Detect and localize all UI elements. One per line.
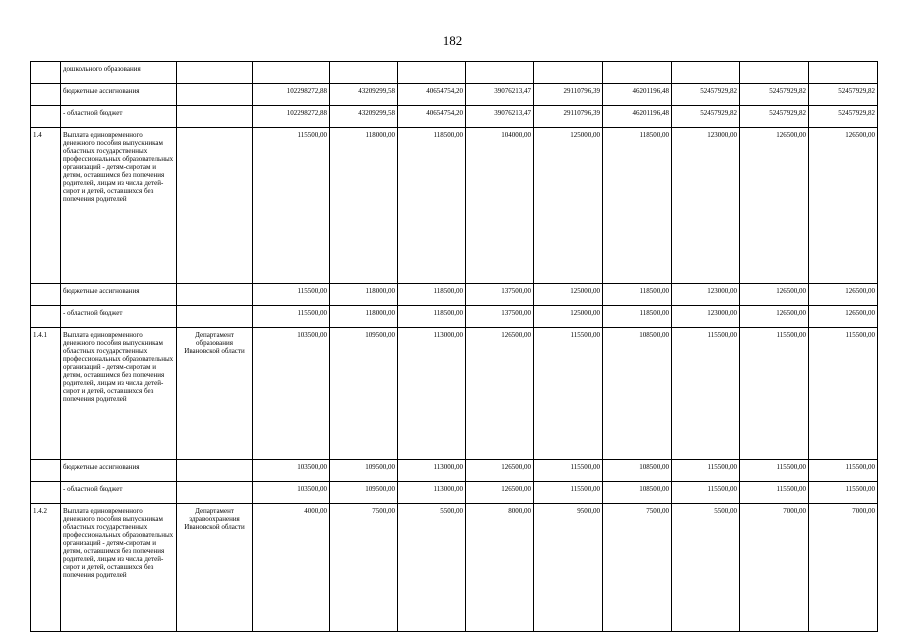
value-cell: 102298272,88 — [253, 106, 330, 128]
budget-table — [30, 61, 878, 632]
value-cell: 52457929,82 — [672, 106, 740, 128]
value-cell: 7500,00 — [603, 504, 672, 632]
table-row — [31, 106, 878, 128]
value-cell: 115500,00 — [740, 482, 809, 504]
row-number-cell — [31, 482, 61, 504]
value-cell — [398, 62, 466, 84]
row-name-cell: бюджетные ассигнования — [61, 284, 177, 306]
value-cell: 108500,00 — [603, 328, 672, 460]
value-cell: 126500,00 — [809, 128, 878, 284]
page-number: 182 — [442, 33, 463, 48]
value-cell: 126500,00 — [809, 284, 878, 306]
value-cell: 113000,00 — [398, 460, 466, 482]
value-cell: 108500,00 — [603, 482, 672, 504]
row-number-cell — [31, 62, 61, 84]
value-cell: 118500,00 — [398, 284, 466, 306]
value-cell: 43209299,58 — [330, 84, 398, 106]
value-cell: 115500,00 — [672, 460, 740, 482]
value-cell: 115500,00 — [740, 460, 809, 482]
value-cell: 104000,00 — [466, 128, 534, 284]
value-cell: 115500,00 — [534, 328, 603, 460]
value-cell: 115500,00 — [253, 128, 330, 284]
value-cell: 126500,00 — [740, 128, 809, 284]
value-cell: 115500,00 — [672, 482, 740, 504]
value-cell: 5500,00 — [672, 504, 740, 632]
value-cell: 115500,00 — [534, 460, 603, 482]
value-cell — [534, 62, 603, 84]
table-row — [31, 504, 878, 632]
value-cell: 118500,00 — [398, 128, 466, 284]
table-row — [31, 306, 878, 328]
row-executor-cell — [177, 128, 253, 284]
value-cell: 103500,00 — [253, 460, 330, 482]
value-cell: 125000,00 — [534, 128, 603, 284]
row-executor-cell — [177, 62, 253, 84]
value-cell: 125000,00 — [534, 284, 603, 306]
value-cell: 39076213,47 — [466, 84, 534, 106]
value-cell: 43209299,58 — [330, 106, 398, 128]
row-name-cell: бюджетные ассигнования — [61, 84, 177, 106]
table-row — [31, 482, 878, 504]
value-cell: 125000,00 — [534, 306, 603, 328]
value-cell: 29110796,39 — [534, 106, 603, 128]
value-cell: 103500,00 — [253, 328, 330, 460]
row-number-cell — [31, 306, 61, 328]
row-executor-cell — [177, 460, 253, 482]
value-cell: 52457929,82 — [809, 84, 878, 106]
value-cell: 115500,00 — [809, 328, 878, 460]
value-cell: 5500,00 — [398, 504, 466, 632]
value-cell: 118500,00 — [398, 306, 466, 328]
value-cell: 52457929,82 — [672, 84, 740, 106]
value-cell: 126500,00 — [809, 306, 878, 328]
value-cell — [466, 62, 534, 84]
row-name-cell: Выплата единовременного денежного пособия выпускникам областных государственных профессиональных образовательных организаций - детям-сиротам и детям, оставшимся без попечения родителей, лицам из числа детей-сирот и детей, оставшихся без попечения родителей — [61, 328, 177, 460]
value-cell — [672, 62, 740, 84]
value-cell: 126500,00 — [466, 328, 534, 460]
value-cell: 7000,00 — [809, 504, 878, 632]
value-cell: 40654754,20 — [398, 84, 466, 106]
value-cell: 52457929,82 — [740, 84, 809, 106]
row-number-cell: 1.4.2 — [31, 504, 61, 632]
value-cell: 118500,00 — [603, 284, 672, 306]
row-name-cell: - областной бюджет — [61, 482, 177, 504]
value-cell — [253, 62, 330, 84]
row-name-cell: Выплата единовременного денежного пособия выпускникам областных государственных профессиональных образовательных организаций - детям-сиротам и детям, оставшимся без попечения родителей, лицам из числа детей-сирот и детей, оставшихся без попечения родителей — [61, 504, 177, 632]
table-row — [31, 62, 878, 84]
value-cell — [330, 62, 398, 84]
value-cell: 126500,00 — [466, 482, 534, 504]
value-cell: 115500,00 — [809, 482, 878, 504]
value-cell: 29110796,39 — [534, 84, 603, 106]
table-row — [31, 284, 878, 306]
row-executor-cell — [177, 84, 253, 106]
value-cell: 126500,00 — [740, 306, 809, 328]
value-cell: 123000,00 — [672, 128, 740, 284]
row-number-cell — [31, 106, 61, 128]
value-cell: 7500,00 — [330, 504, 398, 632]
table-row — [31, 128, 878, 284]
row-name-cell: Выплата единовременного денежного пособия выпускникам областных государственных профессиональных образовательных организаций - детям-сиротам и детям, оставшимся без попечения родителей, лицам из числа детей-сирот и детей, оставшихся без попечения родителей — [61, 128, 177, 284]
table-row — [31, 328, 878, 460]
value-cell: 46201196,48 — [603, 106, 672, 128]
value-cell: 123000,00 — [672, 306, 740, 328]
value-cell — [809, 62, 878, 84]
value-cell: 103500,00 — [253, 482, 330, 504]
row-number-cell — [31, 284, 61, 306]
value-cell: 126500,00 — [466, 460, 534, 482]
value-cell: 8000,00 — [466, 504, 534, 632]
value-cell: 9500,00 — [534, 504, 603, 632]
value-cell: 113000,00 — [398, 328, 466, 460]
value-cell: 115500,00 — [740, 328, 809, 460]
value-cell: 137500,00 — [466, 284, 534, 306]
value-cell: 39076213,47 — [466, 106, 534, 128]
value-cell: 52457929,82 — [809, 106, 878, 128]
row-executor-cell: Департамент здравоохранения Ивановской области — [177, 504, 253, 632]
row-executor-cell — [177, 106, 253, 128]
row-number-cell — [31, 460, 61, 482]
value-cell: 52457929,82 — [740, 106, 809, 128]
value-cell: 118000,00 — [330, 284, 398, 306]
value-cell: 118500,00 — [603, 128, 672, 284]
value-cell: 40654754,20 — [398, 106, 466, 128]
value-cell: 123000,00 — [672, 284, 740, 306]
row-executor-cell — [177, 306, 253, 328]
row-number-cell: 1.4.1 — [31, 328, 61, 460]
value-cell: 115500,00 — [253, 306, 330, 328]
value-cell: 115500,00 — [253, 284, 330, 306]
value-cell: 109500,00 — [330, 328, 398, 460]
value-cell: 115500,00 — [672, 328, 740, 460]
row-executor-cell — [177, 284, 253, 306]
value-cell — [740, 62, 809, 84]
value-cell: 118000,00 — [330, 128, 398, 284]
value-cell: 4000,00 — [253, 504, 330, 632]
value-cell: 126500,00 — [740, 284, 809, 306]
value-cell: 108500,00 — [603, 460, 672, 482]
row-name-cell: - областной бюджет — [61, 306, 177, 328]
value-cell: 118000,00 — [330, 306, 398, 328]
value-cell: 113000,00 — [398, 482, 466, 504]
table-row — [31, 460, 878, 482]
value-cell: 102298272,88 — [253, 84, 330, 106]
table-body — [31, 62, 878, 632]
value-cell: 109500,00 — [330, 460, 398, 482]
value-cell: 109500,00 — [330, 482, 398, 504]
row-executor-cell — [177, 482, 253, 504]
value-cell: 46201196,48 — [603, 84, 672, 106]
table-row — [31, 84, 878, 106]
row-number-cell: 1.4 — [31, 128, 61, 284]
row-name-cell: - областной бюджет — [61, 106, 177, 128]
value-cell: 115500,00 — [809, 460, 878, 482]
value-cell: 115500,00 — [534, 482, 603, 504]
value-cell: 137500,00 — [466, 306, 534, 328]
value-cell: 118500,00 — [603, 306, 672, 328]
value-cell — [603, 62, 672, 84]
value-cell: 7000,00 — [740, 504, 809, 632]
row-name-cell: бюджетные ассигнования — [61, 460, 177, 482]
row-number-cell — [31, 84, 61, 106]
row-executor-cell: Департамент образования Ивановской области — [177, 328, 253, 460]
row-name-cell: дошкольного образования — [61, 62, 177, 84]
